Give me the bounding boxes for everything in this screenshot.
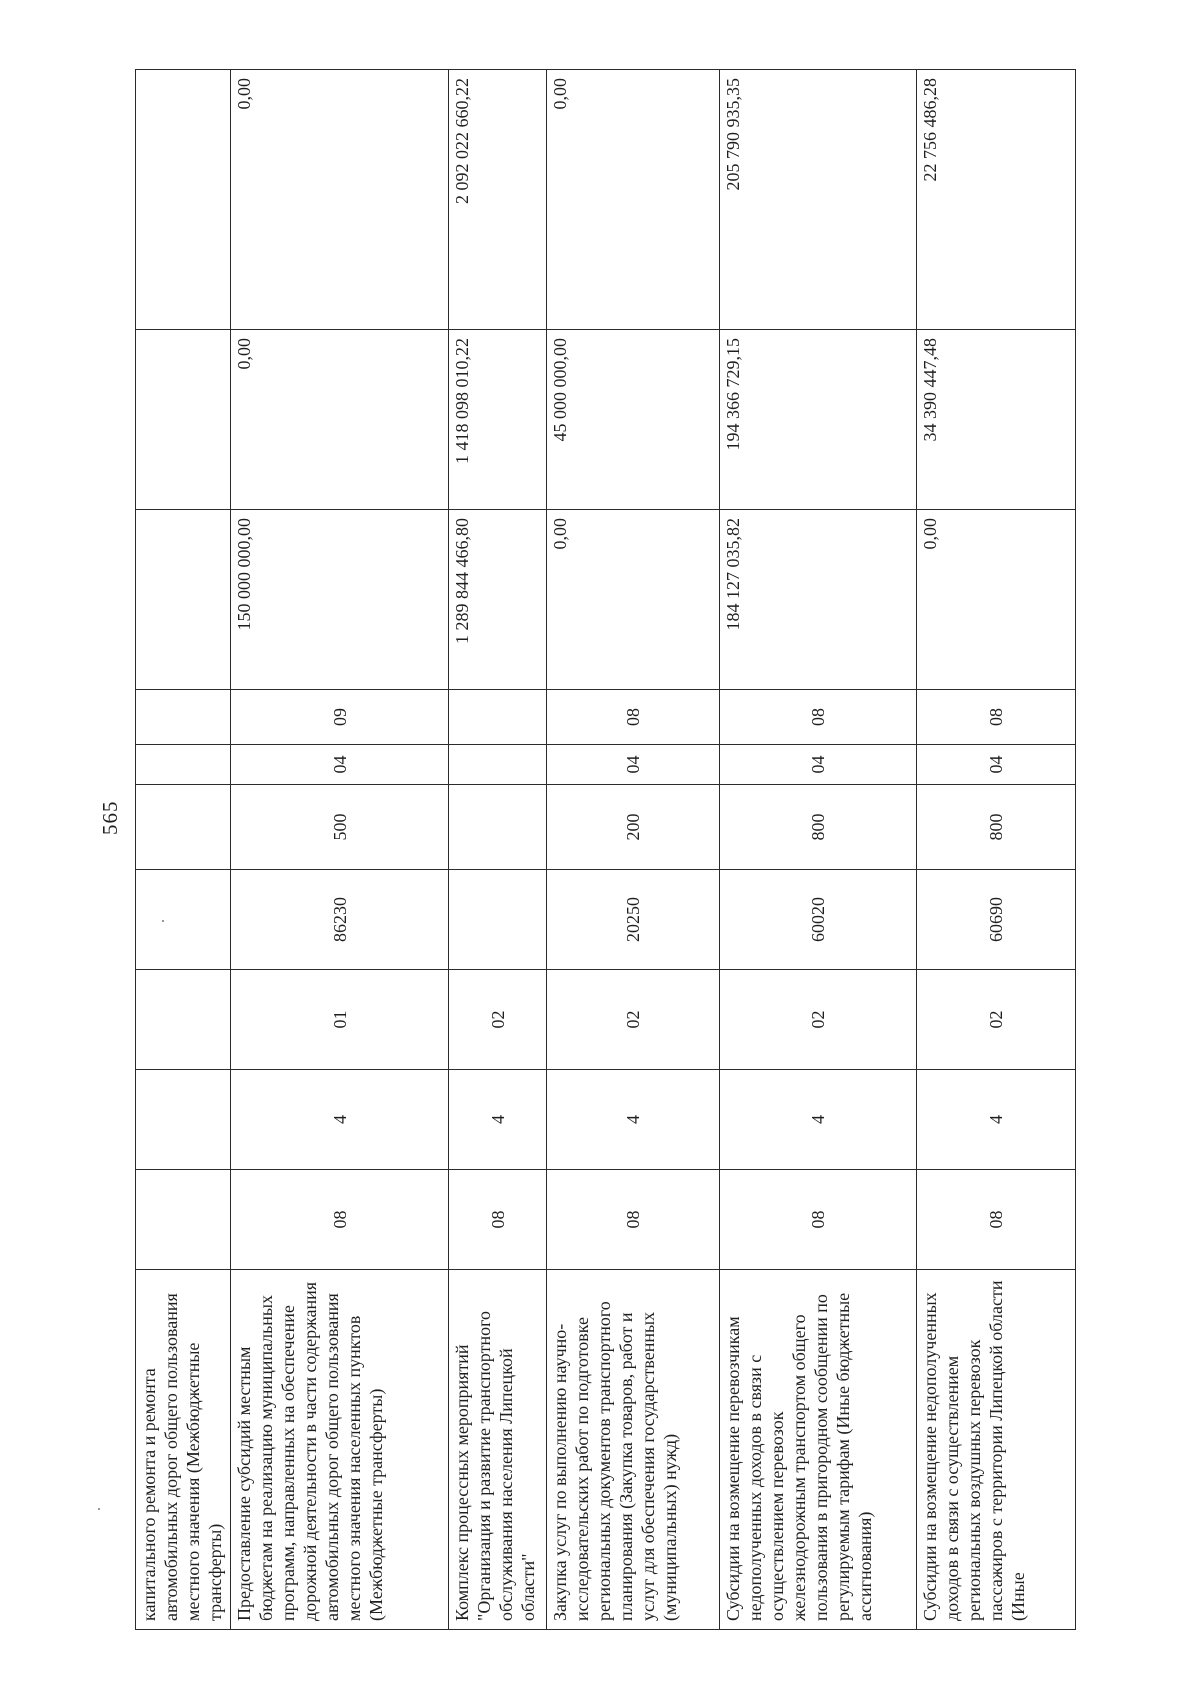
budget-table-rotated (135, 70, 1075, 1630)
code-cell-7: 08 (917, 690, 1076, 745)
code-cell-5: 800 (720, 785, 917, 870)
code-cell-1: 08 (917, 1170, 1076, 1270)
amount-2-cell (136, 330, 231, 510)
amount-3-cell: 205 790 935,35 (720, 70, 917, 330)
code-cell-4: 86230 (231, 870, 449, 970)
table-row (720, 70, 917, 1630)
amount-1-cell: 0,00 (547, 510, 720, 690)
code-cell-7: 08 (720, 690, 917, 745)
code-cell-2: 4 (547, 1070, 720, 1170)
page-number: 565 (98, 800, 122, 835)
code-cell-6: 04 (547, 745, 720, 785)
amount-3-cell: 2 092 022 660,22 (449, 70, 547, 330)
amount-2-cell: 0,00 (231, 330, 449, 510)
code-cell-3: 02 (720, 970, 917, 1070)
code-cell-4 (449, 870, 547, 970)
code-cell-1: 08 (449, 1170, 547, 1270)
code-cell-4 (136, 870, 231, 970)
code-cell-3: 02 (449, 970, 547, 1070)
amount-1-cell: 1 289 844 466,80 (449, 510, 547, 690)
code-cell-5: 800 (917, 785, 1076, 870)
code-cell-7 (136, 690, 231, 745)
amount-2-cell: 34 390 447,48 (917, 330, 1076, 510)
code-cell-6 (136, 745, 231, 785)
code-cell-7: 09 (231, 690, 449, 745)
code-cell-4: 60690 (917, 870, 1076, 970)
table-row (136, 70, 231, 1630)
amount-1-cell (136, 510, 231, 690)
amount-2-cell: 194 366 729,15 (720, 330, 917, 510)
code-cell-1: 08 (231, 1170, 449, 1270)
row-name-cell: Предоставление субсидий местным бюджетам на реализацию муниципальных программ, направленных на обеспечение дорожной деятельности в части содержания автомобильных дорог общего пользования местного значения населенных пунктов (Межбюджетные трансферты) (231, 1270, 449, 1630)
code-cell-2: 4 (917, 1070, 1076, 1170)
table-row (449, 70, 547, 1630)
code-cell-5: 500 (231, 785, 449, 870)
code-cell-6: 04 (231, 745, 449, 785)
code-cell-5 (136, 785, 231, 870)
code-cell-2: 4 (720, 1070, 917, 1170)
amount-3-cell: 0,00 (231, 70, 449, 330)
amount-1-cell: 150 000 000,00 (231, 510, 449, 690)
code-cell-3: 01 (231, 970, 449, 1070)
table-row (917, 70, 1076, 1630)
code-cell-1: 08 (720, 1170, 917, 1270)
amount-1-cell: 184 127 035,82 (720, 510, 917, 690)
amount-3-cell: 0,00 (547, 70, 720, 330)
row-name-cell: Субсидии на возмещение недополученных доходов в связи с осуществлением региональных воздушных перевозок пассажиров с территории Липецкой области (Иные (917, 1270, 1076, 1630)
row-name-cell: Субсидии на возмещение перевозчикам недополученных доходов в связи с осуществлением перевозок железнодорожным транспортом общего пользования в пригородном сообщении по регулируемым тарифам (Иные бюджетные ассигнования) (720, 1270, 917, 1630)
code-cell-2: 4 (231, 1070, 449, 1170)
table-row (231, 70, 449, 1630)
table-row (547, 70, 720, 1630)
code-cell-6: 04 (720, 745, 917, 785)
budget-table (135, 69, 1076, 1630)
row-name-cell: Закупка услуг по выполнению научно-исследовательских работ по подготовке региональных документов транспортного планирования (Закупка товаров, работ и услуг для обеспечения государственных (муниципальных) нужд) (547, 1270, 720, 1630)
code-cell-7 (449, 690, 547, 745)
code-cell-5: 200 (547, 785, 720, 870)
code-cell-6: 04 (917, 745, 1076, 785)
code-cell-2: 4 (449, 1070, 547, 1170)
code-cell-4: 60020 (720, 870, 917, 970)
code-cell-1: 08 (547, 1170, 720, 1270)
code-cell-5 (449, 785, 547, 870)
code-cell-2 (136, 1070, 231, 1170)
row-name-cell: капитального ремонта и ремонта автомобильных дорог общего пользования местного значения (Межбюджетные трансферты) (136, 1270, 231, 1630)
amount-3-cell (136, 70, 231, 330)
code-cell-3: 02 (547, 970, 720, 1070)
row-name-cell: Комплекс процессных мероприятий "Организация и развитие транспортного обслуживания населения Липецкой области" (449, 1270, 547, 1630)
code-cell-7: 08 (547, 690, 720, 745)
scan-speck (98, 1508, 100, 1510)
amount-1-cell: 0,00 (917, 510, 1076, 690)
amount-3-cell: 22 756 486,28 (917, 70, 1076, 330)
code-cell-4: 20250 (547, 870, 720, 970)
code-cell-3 (136, 970, 231, 1070)
code-cell-3: 02 (917, 970, 1076, 1070)
code-cell-6 (449, 745, 547, 785)
amount-2-cell: 1 418 098 010,22 (449, 330, 547, 510)
amount-2-cell: 45 000 000,00 (547, 330, 720, 510)
code-cell-1 (136, 1170, 231, 1270)
